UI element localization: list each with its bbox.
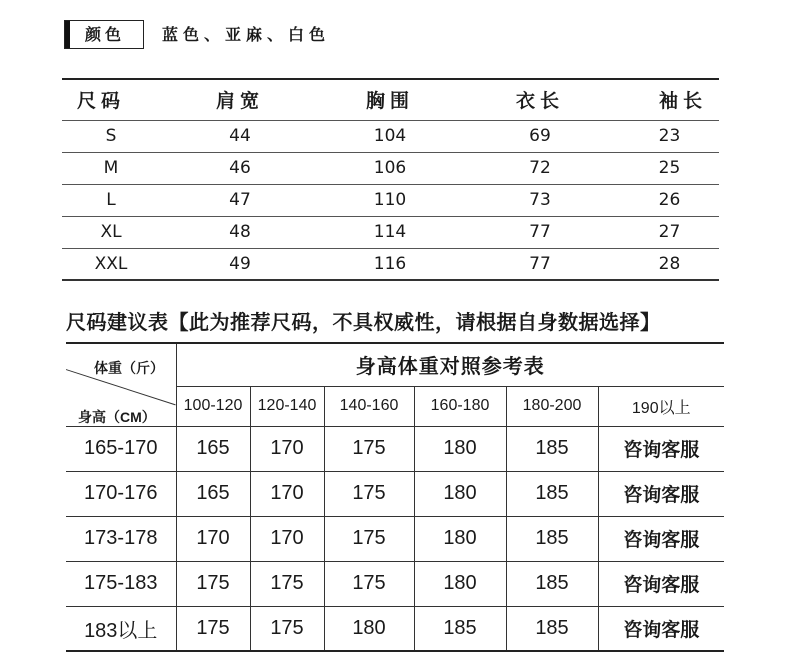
size-value-cell: 175 — [324, 561, 414, 606]
size-value-cell: 185 — [506, 516, 598, 561]
size-value-cell: 180 — [414, 516, 506, 561]
reference-table-title: 身高体重对照参考表 — [176, 343, 724, 386]
corner-header-cell — [66, 343, 176, 426]
size-value-cell: 175 — [250, 561, 324, 606]
size-value-cell: 185 — [414, 606, 506, 651]
size-value-cell: 185 — [506, 561, 598, 606]
table-row — [62, 184, 719, 216]
size-cell: XXL — [62, 248, 160, 280]
size-chart-header-row — [62, 79, 719, 120]
length-cell: 69 — [460, 120, 620, 152]
table-row — [62, 216, 719, 248]
contact-service-cell: 咨询客服 — [598, 516, 724, 561]
table-row — [66, 561, 724, 606]
size-value-cell: 185 — [506, 426, 598, 471]
weight-range-cell: 120-140 — [250, 386, 324, 426]
weight-range-cell: 160-180 — [414, 386, 506, 426]
size-value-cell: 175 — [176, 606, 250, 651]
table-row — [62, 248, 719, 280]
size-cell: S — [62, 120, 160, 152]
height-cell: 183以上 — [66, 606, 176, 651]
header-size: 尺码 — [62, 79, 160, 120]
table-row — [66, 516, 724, 561]
size-value-cell: 175 — [324, 516, 414, 561]
header-chest: 胸围 — [320, 79, 460, 120]
shoulder-cell: 48 — [160, 216, 320, 248]
chest-cell: 104 — [320, 120, 460, 152]
height-cell: 165-170 — [66, 426, 176, 471]
chest-cell: 116 — [320, 248, 460, 280]
shoulder-cell: 49 — [160, 248, 320, 280]
size-value-cell: 175 — [176, 561, 250, 606]
sleeve-cell: 23 — [620, 120, 719, 152]
table-row — [66, 606, 724, 651]
height-cell: 170-176 — [66, 471, 176, 516]
header-length: 衣长 — [460, 79, 620, 120]
size-value-cell: 185 — [506, 471, 598, 516]
size-cell: L — [62, 184, 160, 216]
size-value-cell: 175 — [324, 471, 414, 516]
weight-range-cell: 100-120 — [176, 386, 250, 426]
sleeve-cell: 25 — [620, 152, 719, 184]
size-value-cell: 170 — [250, 516, 324, 561]
size-value-cell: 165 — [176, 471, 250, 516]
size-value-cell: 175 — [250, 606, 324, 651]
table-row — [62, 152, 719, 184]
size-cell: XL — [62, 216, 160, 248]
table-row — [66, 426, 724, 471]
table-row — [62, 120, 719, 152]
height-cell: 175-183 — [66, 561, 176, 606]
weight-axis-label: 体重（斤） — [94, 360, 164, 376]
weight-range-cell: 190以上 — [598, 386, 724, 426]
shoulder-cell: 46 — [160, 152, 320, 184]
table-row — [66, 471, 724, 516]
table-header-row — [66, 343, 724, 386]
size-value-cell: 180 — [414, 561, 506, 606]
weight-range-cell: 140-160 — [324, 386, 414, 426]
size-value-cell: 185 — [506, 606, 598, 651]
chest-cell: 114 — [320, 216, 460, 248]
size-value-cell: 170 — [176, 516, 250, 561]
length-cell: 77 — [460, 216, 620, 248]
length-cell: 72 — [460, 152, 620, 184]
chest-cell: 110 — [320, 184, 460, 216]
color-label-box — [64, 20, 144, 49]
size-value-cell: 180 — [414, 426, 506, 471]
contact-service-cell: 咨询客服 — [598, 471, 724, 516]
weight-range-cell: 180-200 — [506, 386, 598, 426]
height-axis-label: 身高（CM） — [78, 409, 156, 425]
chest-cell: 106 — [320, 152, 460, 184]
header-shoulder: 肩宽 — [160, 79, 320, 120]
size-value-cell: 165 — [176, 426, 250, 471]
length-cell: 73 — [460, 184, 620, 216]
size-value-cell: 180 — [414, 471, 506, 516]
color-options: 蓝色、亚麻、白色 — [162, 25, 331, 44]
label-bar-decoration — [65, 21, 70, 48]
height-weight-table — [66, 342, 724, 652]
recommendation-title: 尺码建议表【此为推荐尺码，不具权威性，请根据自身数据选择】 — [66, 310, 661, 334]
shoulder-cell: 44 — [160, 120, 320, 152]
size-value-cell: 180 — [324, 606, 414, 651]
shoulder-cell: 47 — [160, 184, 320, 216]
contact-service-cell: 咨询客服 — [598, 426, 724, 471]
contact-service-cell: 咨询客服 — [598, 606, 724, 651]
sleeve-cell: 27 — [620, 216, 719, 248]
size-value-cell: 175 — [324, 426, 414, 471]
size-chart-table — [62, 78, 719, 281]
sleeve-cell: 26 — [620, 184, 719, 216]
size-value-cell: 170 — [250, 426, 324, 471]
sleeve-cell: 28 — [620, 248, 719, 280]
color-label: 颜色 — [85, 25, 126, 44]
size-cell: M — [62, 152, 160, 184]
contact-service-cell: 咨询客服 — [598, 561, 724, 606]
size-value-cell: 170 — [250, 471, 324, 516]
header-sleeve: 袖长 — [620, 79, 719, 120]
length-cell: 77 — [460, 248, 620, 280]
height-cell: 173-178 — [66, 516, 176, 561]
